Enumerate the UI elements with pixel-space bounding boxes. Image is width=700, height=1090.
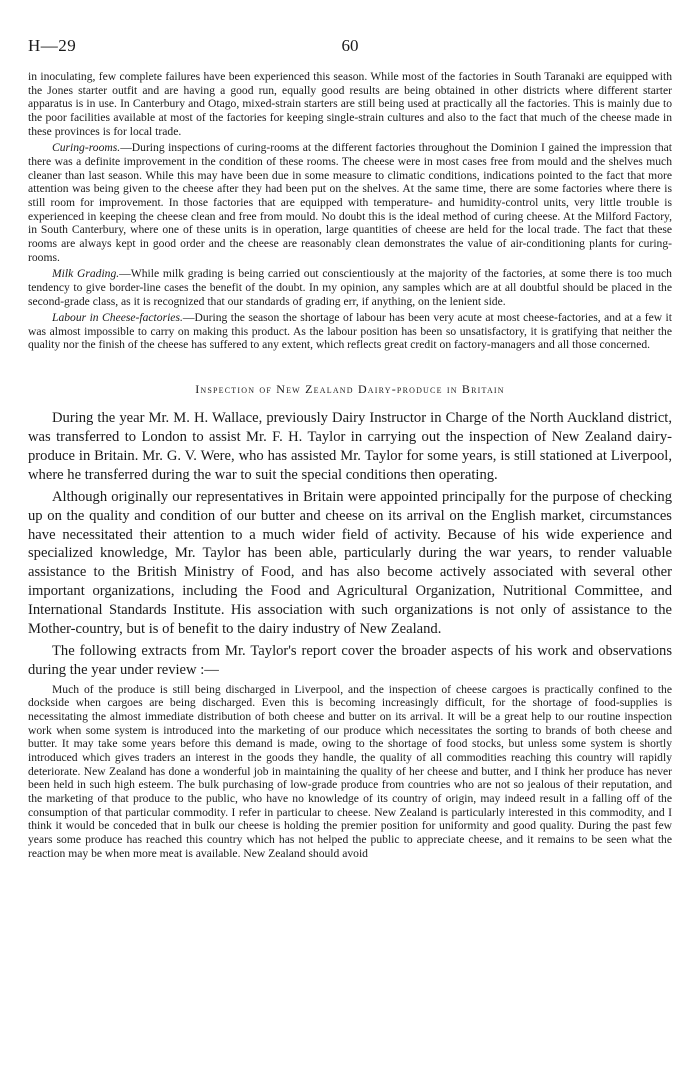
paragraph-inoculating: in inoculating, few complete failures have been experienced this season. While most of the factories in South Taranaki are equipped with the Jones starter outfit and are having a good run, equally good results are being obtained in other districts where different starter apparatus is in use. In Canterbury and Otago, mixed-strain starters are still being used at practically all the factories. This is mainly due to the poor facilities available at most of the factories for keeping single-strain cultures and also to the fact that much of the cheese made in these provinces is for local trade.: [28, 70, 672, 138]
page-header: [28, 36, 672, 58]
subheading-curing-rooms: Curing-rooms.: [52, 141, 121, 155]
paragraph-taylor-extract: Much of the produce is still being discharged in Liverpool, and the inspection of cheese cargoes is practically confined to the dockside when cargoes are being discharged. Even this is becoming increasingly difficult, for the shortage of food-supplies is necessitating the almost immediate distribution of both cheese and butter on its arrival. It will be a great help to our routine inspection work when some system is introduced into the marketing of our produce which necessitates the sorting to brands of both cheese and butter. It may take some years before this demand is made, owing to the shortage of food stocks, but unless some system is shortly introduced which gives traders an interest in the goods they handle, the quality of all commodities reaching this country will rapidly deteriorate. New Zealand has done a wonderful job in maintaining the quality of her cheese and butter, and I think her produce has never been held in such high esteem. The bulk purchasing of low-grade produce from countries who are not so jealous of their reputation, and the marketing of that produce to the public, who have no knowledge of its country of origin, may indeed result in a falling off of the consumption of that particular commodity. I refer in particular to cheese. New Zealand is particularly interested in this commodity, and I think it would be conceded that in bulk our cheese is holding the premier position for uniformity and good quality. During the past few years some produce has reached this country which has not helped the public to appreciate cheese, and it remains to be seen what the reaction may be when more meat is available. New Zealand should avoid: [28, 682, 672, 860]
paragraph-milk-grading: [28, 267, 672, 308]
paragraph-labour: [28, 311, 672, 352]
page-content: [28, 70, 672, 860]
paragraph-wallace-transfer: During the year Mr. M. H. Wallace, previously Dairy Instructor in Charge of the North Auckland district, was transferred to London to assist Mr. F. H. Taylor in carrying out the inspection of New Zealand dairy-produce in Britain. Mr. G. V. Were, who has assisted Mr. Taylor for some years, is still stationed at Liverpool, where he transferred during the war to suit the special conditions then operating.: [28, 410, 672, 483]
paragraph-extracts-intro: The following extracts from Mr. Taylor's report cover the broader aspects of his work and observations during the year under review :—: [28, 643, 672, 678]
text-curing-rooms: —During inspections of curing-rooms at the different factories throughout the Dominion I gained the impression that there was a definite improvement in the condition of these rooms. The cheese were in most cases free from mould and the shelves much cleaner than last season. While this may have been due in some measure to climatic conditions, indications pointed to the fact that more attention was being given to the cheese after they had been put on the shelves. At the same time, there are some factories where there is still room for improvement. In those factories that are equipped with temperature- and humidity-control units, very little trouble is experienced in keeping the cheese clean and free from mould. No doubt this is the ideal method of curing cheese. At the Milford Factory, in South Canterbury, where one of these units is in operation, large quantities of cheese are held for the local trade. The fact that these rooms are always kept in good order and the cheese are reasonably clean demonstrates the value of air-conditioning plants for curing-rooms.: [28, 141, 672, 264]
paragraph-curing-rooms: [28, 141, 672, 264]
page-number: 60: [341, 36, 359, 55]
subheading-labour: Labour in Cheese-factories.: [52, 311, 183, 325]
document-reference: H—29: [28, 36, 77, 55]
subheading-milk-grading: Milk Grading.: [52, 267, 120, 281]
text-milk-grading: —While milk grading is being carried out conscientiously at the majority of the factories, at some there is too much tendency to give border-line cases the benefit of the doubt. In my opinion, any samples which are at all doubtful should be placed in the second-grade class, as it is recognized that our standards of grading err, if anything, on the lenient side.: [28, 267, 672, 308]
text-labour: —During the season the shortage of labour has been very acute at most cheese-factories, and at a few it was almost impossible to carry on making this product. As the labour position has been so unsatisfactory, it is gratifying that neither the quality nor the finish of the cheese has suffered to any extent, which reflects great credit on factory-managers and all those concerned.: [28, 311, 672, 352]
paragraph-representatives: Although originally our representatives in Britain were appointed principally for the purpose of checking up on the quality and condition of our butter and cheese on its arrival on the English market, circumstances have necessitated their attention to a much wider field of activity. Because of his wide experience and specialized knowledge, Mr. Taylor has been able, particularly during the war years, to render valuable assistance to the British Ministry of Food, and has also become actively associated with several other important organizations, including the Food and Agricultural Organization, Nutritional Committee, and International Standards Institute. His association with such organizations is not only of assistance to the Mother-country, but is of benefit to the dairy industry of New Zealand.: [28, 488, 672, 638]
section-heading-inspection-britain: Inspection of New Zealand Dairy-produce in Britain: [195, 382, 505, 397]
